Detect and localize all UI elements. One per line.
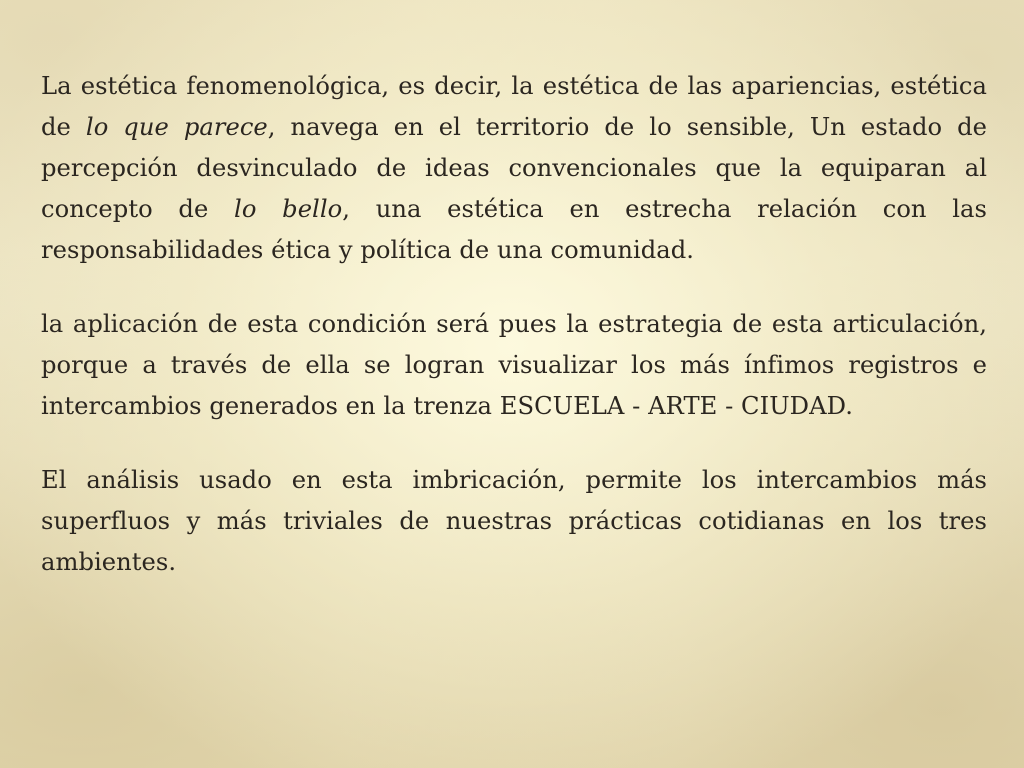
- slide-text-block: [41, 66, 987, 616]
- paragraph-1-text-b: , navega en el territorio de lo sensible, Un estado de percepción desvinculado de ideas convencionales que la equiparan al concepto de: [41, 113, 987, 223]
- paragraph-1-italic-lo-que-parece: lo que parece: [85, 113, 268, 141]
- paragraph-analysis: El análisis usado en esta imbricación, permite los intercambios más superfluos y más triviales de nuestras prácticas cotidianas en los tres ambientes.: [41, 466, 987, 576]
- paragraph-aesthetics: [41, 66, 987, 271]
- paragraph-1-text-a: La estética fenomenológica, es decir, la estética de las apariencias, estética de: [41, 72, 987, 141]
- paragraph-1-text-c: , una estética en estrecha relación con las responsabilidades ética y política de una comunidad.: [41, 195, 987, 264]
- paragraph-1-italic-lo-bello: lo bello: [234, 195, 343, 223]
- paragraph-application: la aplicación de esta condición será pues la estrategia de esta articulación, porque a través de ella se logran visualizar los más ínfimos registros e intercambios generados en la trenza ESCUELA - ARTE - CIUDAD.: [41, 310, 987, 420]
